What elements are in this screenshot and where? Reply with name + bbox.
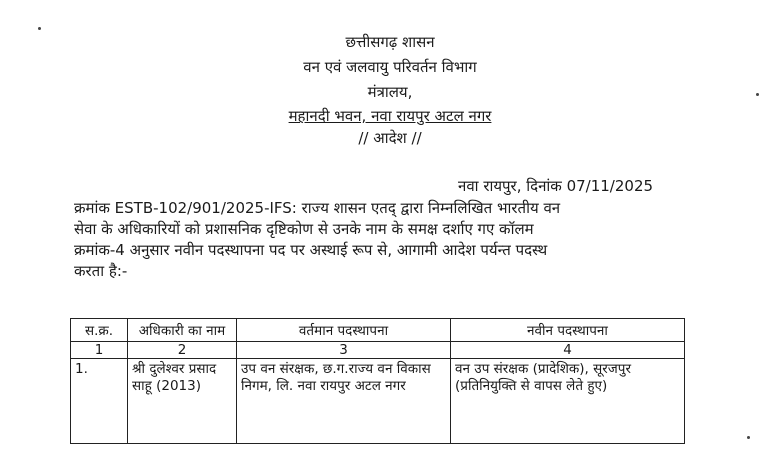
cell-new-posting: वन उप संरक्षक (प्रादेशिक), सूरजपुर (प्रतिनियुक्ति से वापस लेते हुए) <box>451 359 685 444</box>
header-current-posting: वर्तमान पदस्थापना <box>237 319 451 342</box>
place-date-line: नवा रायपुर, दिनांक 07/11/2025 <box>458 177 654 195</box>
column-number-row <box>71 342 685 359</box>
paragraph-line: क्रमांक-4 अनुसार नवीन पदस्थापना पद पर अस्थाई रूप से, आगामी आदेश पर्यन्त पदस्थ <box>74 241 548 259</box>
column-number: 4 <box>451 342 685 359</box>
cell-current-posting: उप वन संरक्षक, छ.ग.राज्य वन विकास निगम, लि. नवा रायपुर अटल नगर <box>237 359 451 444</box>
cell-serial: 1. <box>71 359 128 444</box>
column-number: 1 <box>71 342 128 359</box>
cell-officer-name: श्री दुलेश्वर प्रसाद साहू (2013) <box>128 359 237 444</box>
speck-mark <box>756 93 759 96</box>
posting-table <box>70 318 685 444</box>
column-number: 3 <box>237 342 451 359</box>
department-name: वन एवं जलवायु परिवर्तन विभाग <box>303 58 477 76</box>
header-serial: स.क्र. <box>71 319 128 342</box>
table-row <box>71 359 685 444</box>
table-header-row <box>71 319 685 342</box>
department-state-heading: छत्तीसगढ़ शासन <box>345 33 435 51</box>
speck-mark <box>38 27 41 30</box>
paragraph-line: सेवा के अधिकारियों को प्रशासनिक दृष्टिकोण से उनके नाम के समक्ष दर्शाए गए कॉलम <box>74 220 534 238</box>
ministry-label: मंत्रालय, <box>367 83 413 101</box>
header-officer-name: अधिकारी का नाम <box>128 319 237 342</box>
order-paragraph <box>74 198 714 282</box>
paragraph-line: करता है:- <box>74 262 128 280</box>
header-new-posting: नवीन पदस्थापना <box>451 319 685 342</box>
paragraph-line: क्रमांक ESTB-102/901/2025-IFS: राज्य शासन एतद् द्वारा निम्नलिखित भारतीय वन <box>74 199 561 217</box>
order-title: // आदेश // <box>358 129 422 147</box>
column-number: 2 <box>128 342 237 359</box>
office-address: महानदी भवन, नवा रायपुर अटल नगर <box>288 107 492 125</box>
speck-mark <box>747 436 750 439</box>
